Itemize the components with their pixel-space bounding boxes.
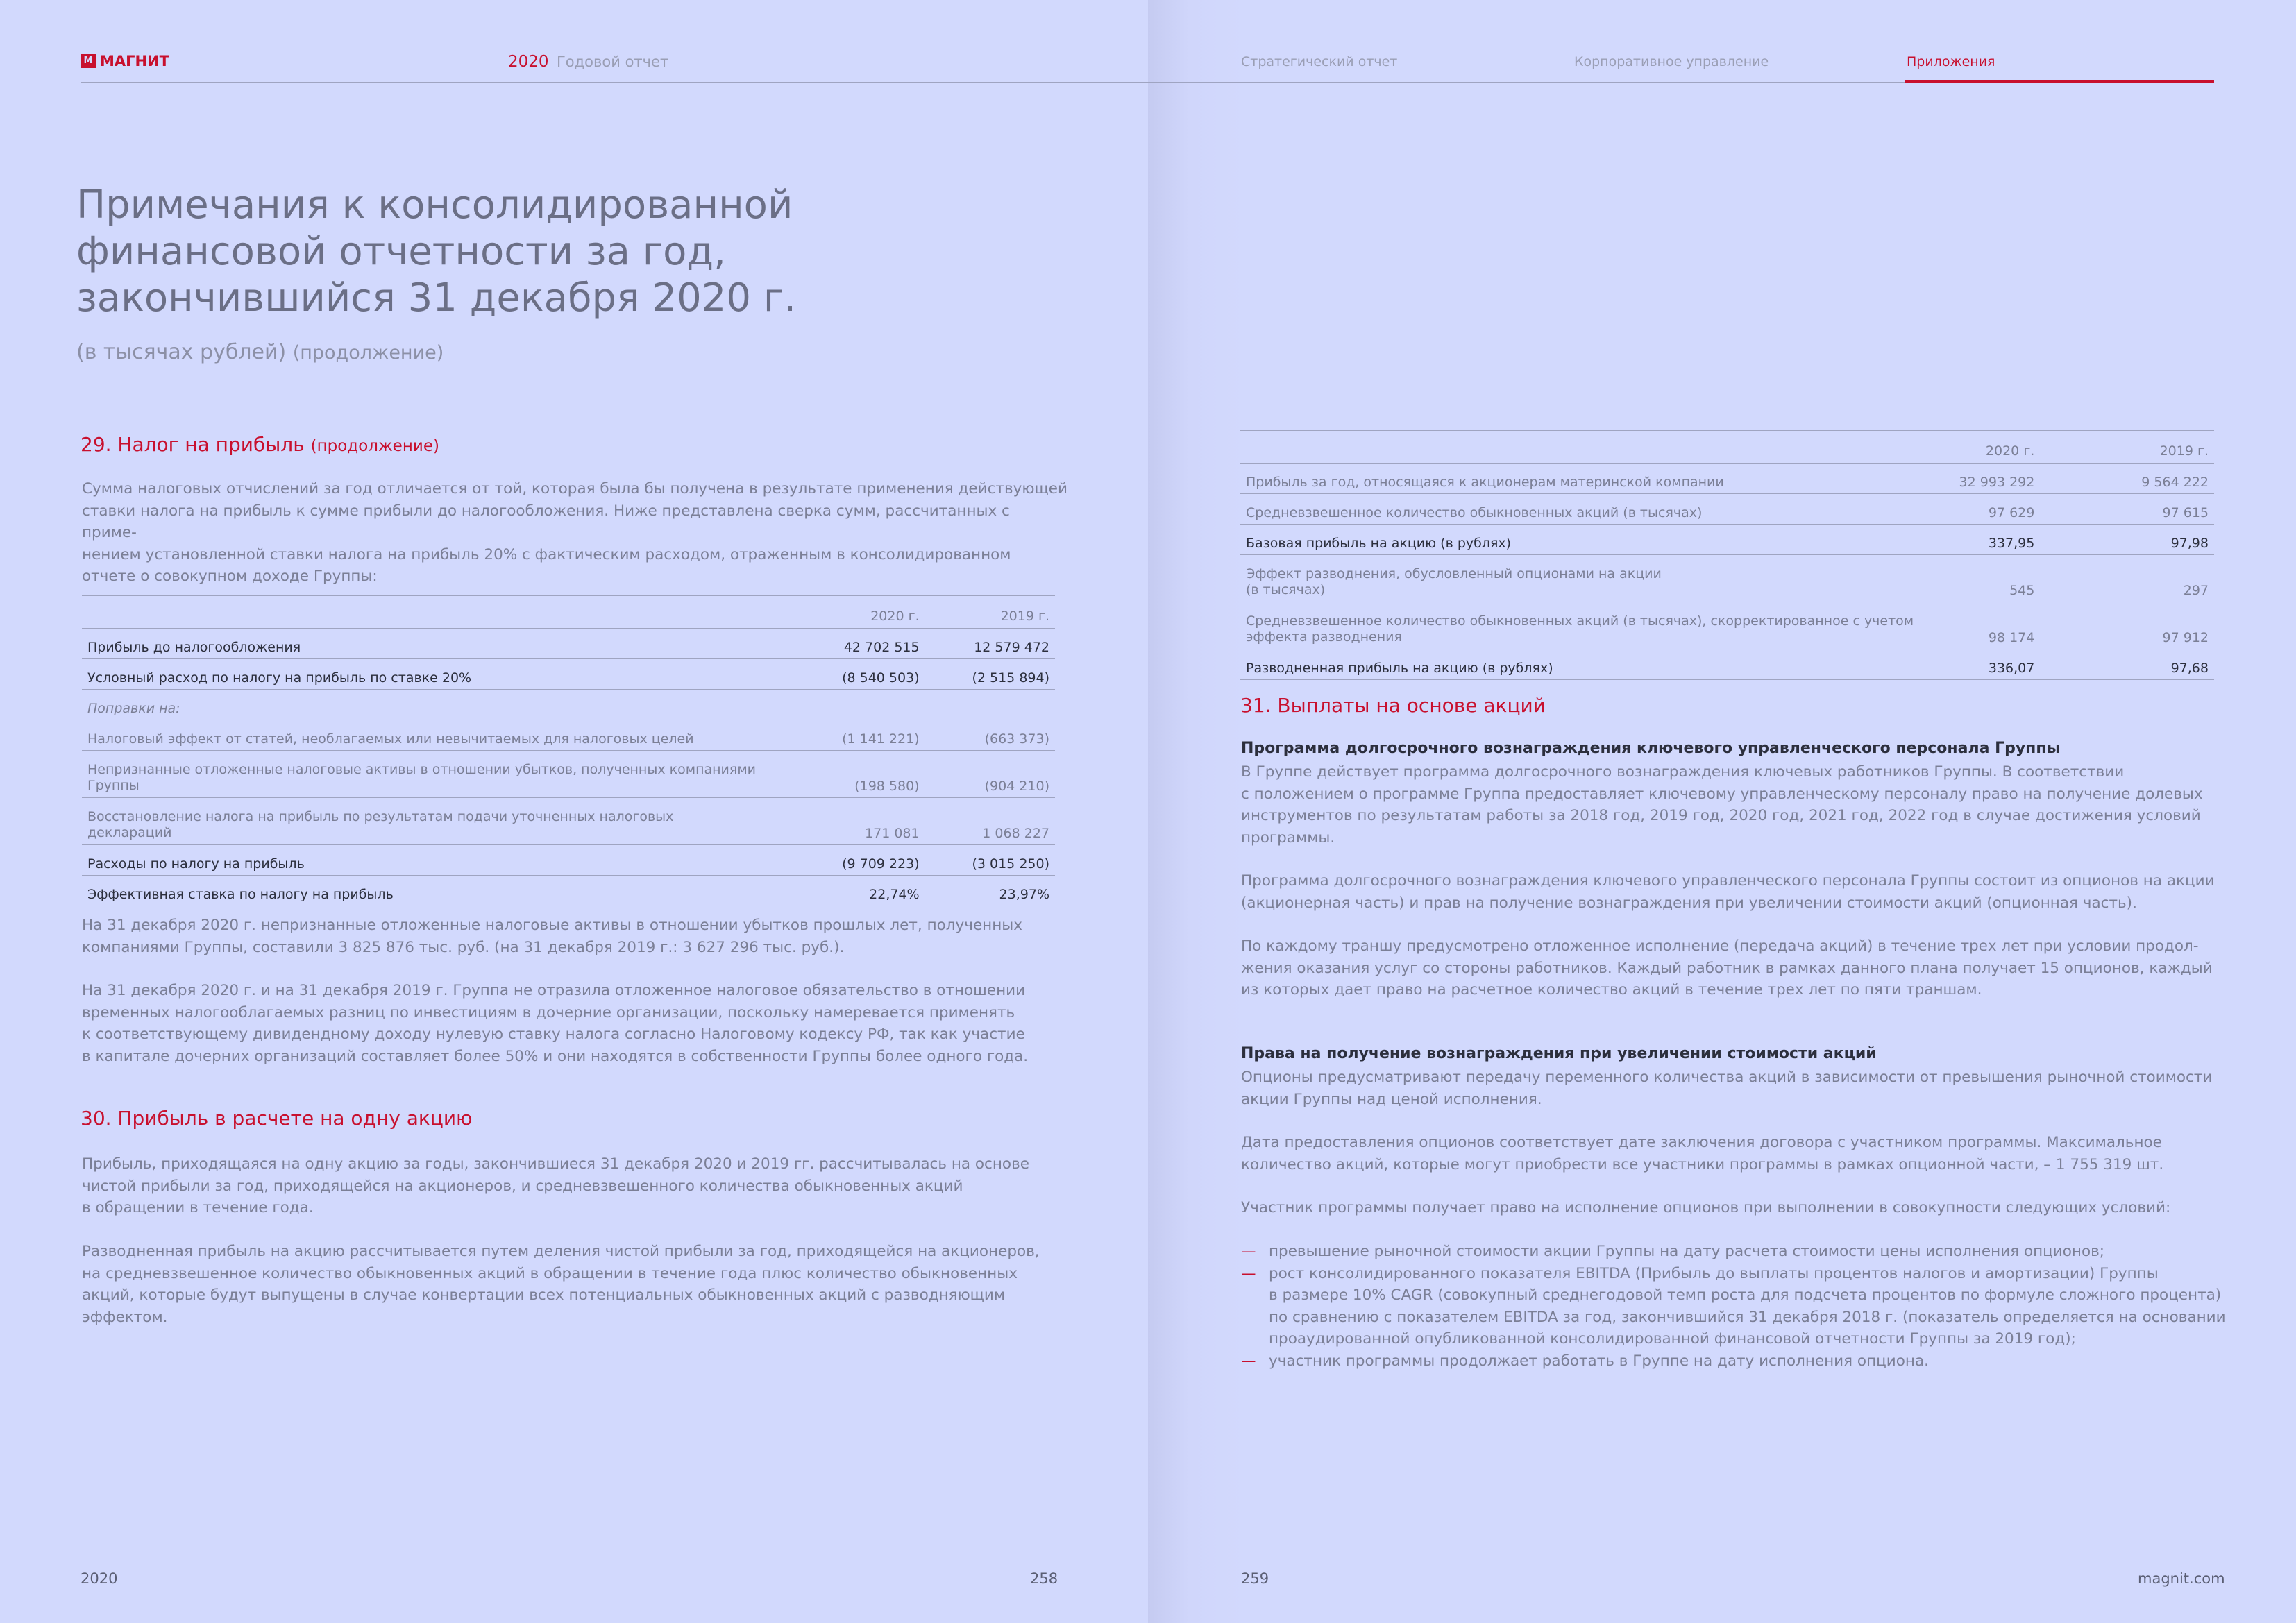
text-line: В Группе действует программа долгосрочного вознаграждения ключевых работников Группы. В соответствии xyxy=(1241,763,2125,781)
page-title xyxy=(76,182,979,321)
label-line: деклараций xyxy=(87,825,172,840)
text-line: компаниями Группы, составили 3 825 876 тыс. руб. (на 31 декабря 2019 г.: 3 627 296 тыс. руб.). xyxy=(82,938,845,956)
value-2020: (8 540 503) xyxy=(795,659,925,690)
value-2019: (904 210) xyxy=(925,751,1055,798)
text-line: ставки налога на прибыль к сумме прибыли до налогообложения. Ниже представлена сверка сумм, рассчитанных с приме- xyxy=(82,502,1010,541)
dash-bullet-icon: — xyxy=(1241,1243,1256,1260)
table-header-label xyxy=(82,596,795,629)
table-row xyxy=(82,659,1055,690)
table-row xyxy=(1240,464,2214,494)
section-31-subheading-2: Права на получение вознаграждения при увеличении стоимости акций xyxy=(1241,1045,1877,1062)
text-line: нением установленной ставки налога на прибыль 20% с фактическим расходом, отраженным в консолидированном xyxy=(82,545,1011,563)
section-31-paragraph-5 xyxy=(1241,1132,2227,1175)
logo-text: МАГНИТ xyxy=(100,53,170,69)
magnit-logo-icon: М xyxy=(81,54,96,68)
row-label: Средневзвешенное количество обыкновенных акций (в тысячах) xyxy=(1240,494,1921,525)
text-line: По каждому траншу предусмотрено отложенное исполнение (передача акций) в течение трех лет при условии продол- xyxy=(1241,937,2199,955)
header-report-title: Годовой отчет xyxy=(557,53,669,70)
text-line: Программа долгосрочного вознаграждения ключевого управленческого персонала Группы состоит из опционов на акции xyxy=(1241,872,2215,890)
dash-bullet-icon: — xyxy=(1241,1264,1256,1282)
section-31-subheading-1: Программа долгосрочного вознаграждения ключевого управленческого персонала Группы xyxy=(1241,740,2061,757)
header-divider xyxy=(81,82,2214,83)
text-line: На 31 декабря 2020 г. и на 31 декабря 2019 г. Группа не отразила отложенное налоговое обязательство в отношении xyxy=(82,982,1026,999)
value-2019: (3 015 250) xyxy=(925,845,1055,876)
value-2019: 97,98 xyxy=(2040,525,2214,555)
table-row xyxy=(1240,494,2214,525)
section-29-continued: (продолжение) xyxy=(310,437,439,455)
col-2019: 2019 г. xyxy=(1000,609,1049,624)
footer-site-link[interactable]: magnit.com xyxy=(2138,1570,2225,1587)
row-label: Разводненная прибыль на акцию (в рублях) xyxy=(1240,649,1921,680)
text-line: инструментов по результатам работы за 2018 год, 2019 год, 2020 год, 2021 год, 2022 год в случае достижения условий xyxy=(1241,807,2201,824)
table-row xyxy=(82,629,1055,659)
table-row xyxy=(82,876,1055,906)
text-line: эффектом. xyxy=(82,1308,168,1326)
text-line: участник программы продолжает работать в Группе на дату исполнения опциона. xyxy=(1269,1352,1929,1370)
section-29-heading xyxy=(81,433,439,456)
row-label xyxy=(82,751,795,798)
table-row xyxy=(82,720,1055,751)
magnit-logo[interactable] xyxy=(81,53,169,69)
nav-strategic-report[interactable]: Стратегический отчет xyxy=(1241,54,1398,69)
nav-appendices[interactable]: Приложения xyxy=(1907,54,1995,69)
text-line: на средневзвешенное количество обыкновенных акций в обращении в течение года плюс количество обыкновенных xyxy=(82,1264,1018,1282)
text-line: временных налогооблагаемых разниц по инвестициям в дочерние организации, поскольку намеревается применять xyxy=(82,1003,1015,1021)
value-2020: 98 174 xyxy=(1921,602,2041,649)
text-line: с положением о программе Группа предоставляет ключевому управленческому персоналу право на получение долевых xyxy=(1241,785,2203,803)
table-header-row xyxy=(1240,431,2214,464)
label-line: эффекта разводнения xyxy=(1246,629,1402,645)
page-number-left: 258 xyxy=(1030,1570,1058,1587)
value-2020 xyxy=(795,690,925,720)
table-row xyxy=(1240,602,2214,649)
table-header-label xyxy=(1240,431,1921,464)
text-line: превышение рыночной стоимости акции Группы на дату расчета стоимости цены исполнения опционов; xyxy=(1269,1243,2105,1260)
text-line: из которых дает право на расчетное количество акций в течение трех лет по пяти траншам. xyxy=(1241,981,1982,999)
text-line: в капитале дочерних организаций составляет более 50% и они находятся в собственности Группы более одного года. xyxy=(82,1047,1029,1065)
text-line: Опционы предусматривают передачу переменного количества акций в зависимости от превышения рыночной стоимости xyxy=(1241,1069,2213,1086)
value-2019: 97,68 xyxy=(2040,649,2214,680)
row-label: Условный расход по налогу на прибыль по ставке 20% xyxy=(82,659,795,690)
row-label: Расходы по налогу на прибыль xyxy=(82,845,795,876)
label-line: Восстановление налога на прибыль по результатам подачи уточненных налоговых xyxy=(87,809,674,824)
section-29-intro xyxy=(82,478,1067,588)
text-line: программы. xyxy=(1241,829,1335,847)
section-31-heading: 31. Выплаты на основе акций xyxy=(1240,694,1546,717)
section-31-paragraph-1 xyxy=(1241,761,2227,849)
table-row xyxy=(82,751,1055,798)
value-2019: 297 xyxy=(2040,555,2214,602)
page-number-right: 259 xyxy=(1241,1570,1269,1587)
row-label: Прибыль до налогообложения xyxy=(82,629,795,659)
table-row xyxy=(1240,649,2214,680)
earnings-per-share-table xyxy=(1240,430,2214,680)
value-2020: 171 081 xyxy=(795,798,925,845)
section-30-heading: 30. Прибыль в расчете на одну акцию xyxy=(81,1107,473,1130)
value-2020: (1 141 221) xyxy=(795,720,925,751)
text-line: отчете о совокупном доходе Группы: xyxy=(82,568,378,585)
text-line: к соответствующему дивидендному доходу нулевую ставку налога согласно Налоговому кодексу РФ, так как участие xyxy=(82,1026,1025,1043)
text-line: в обращении в течение года. xyxy=(82,1199,314,1216)
header-year: 2020 xyxy=(508,53,549,71)
value-2020: 337,95 xyxy=(1921,525,2041,555)
text-line: Участник программы получает право на исполнение опционов при выполнении в совокупности следующих условий: xyxy=(1241,1199,2171,1216)
value-2020: 32 993 292 xyxy=(1921,464,2041,494)
row-label: Базовая прибыль на акцию (в рублях) xyxy=(1240,525,1921,555)
row-label: Налоговый эффект от статей, необлагаемых или невычитаемых для налоговых целей xyxy=(82,720,795,751)
value-2020: (9 709 223) xyxy=(795,845,925,876)
label-line: Непризнанные отложенные налоговые активы в отношении убытков, полученных компаниями xyxy=(87,762,757,777)
tax-reconciliation-table xyxy=(82,595,1055,906)
value-2020: 545 xyxy=(1921,555,2041,602)
text-line: На 31 декабря 2020 г. непризнанные отложенные налоговые активы в отношении убытков прошлых лет, полученных xyxy=(82,917,1022,934)
text-line: количество акций, которые могут приобрести все участники программы в рамках опционной части, – 1 755 319 шт. xyxy=(1241,1155,2164,1173)
value-2019: 23,97% xyxy=(925,876,1055,906)
text-line: Разводненная прибыль на акцию рассчитывается путем деления чистой прибыли за год, приходящейся на акционеров, xyxy=(82,1243,1040,1260)
section-30-paragraph-1 xyxy=(82,1153,1067,1219)
value-2019: 97 615 xyxy=(2040,494,2214,525)
text-line: (акционерная часть) и прав на получение вознаграждения при увеличении стоимости акций (опционная часть). xyxy=(1241,894,2137,912)
row-label xyxy=(82,798,795,845)
row-label xyxy=(1240,555,1921,602)
subtitle-continued: (продолжение) xyxy=(292,342,444,364)
value-2019: 97 912 xyxy=(2040,602,2214,649)
value-2020: 22,74% xyxy=(795,876,925,906)
row-label: Прибыль за год, относящаяся к акционерам материнской компании xyxy=(1240,464,1921,494)
section-29-paragraph-2 xyxy=(82,915,1067,958)
value-2020: (198 580) xyxy=(795,751,925,798)
table-row xyxy=(1240,525,2214,555)
text-line: в размере 10% CAGR (совокупный среднегодовой темп роста для подсчета процентов по формуле сложного процента) xyxy=(1269,1286,2222,1304)
nav-corporate-governance[interactable]: Корпоративное управление xyxy=(1574,54,1769,69)
value-2019: (2 515 894) xyxy=(925,659,1055,690)
list-item xyxy=(1241,1350,2227,1373)
section-31-paragraph-4 xyxy=(1241,1067,2227,1110)
value-2020: 97 629 xyxy=(1921,494,2041,525)
text-line: рост консолидированного показателя EBITDA (Прибыль до выплаты процентов налогов и амортизации) Группы xyxy=(1269,1264,2159,1282)
section-31-paragraph-3 xyxy=(1241,935,2227,1001)
section-29-title: 29. Налог на прибыль xyxy=(81,433,305,456)
title-line: финансовой отчетности за год, xyxy=(76,229,726,274)
title-line: Примечания к консолидированной xyxy=(76,182,793,228)
value-2020: 336,07 xyxy=(1921,649,2041,680)
row-label xyxy=(1240,602,1921,649)
text-line: акции Группы над ценой исполнения. xyxy=(1241,1090,1542,1108)
value-2019: 9 564 222 xyxy=(2040,464,2214,494)
text-line: чистой прибыли за год, приходящейся на акционеров, и средневзвешенного количества обыкновенных акций xyxy=(82,1177,963,1195)
table-row xyxy=(82,845,1055,876)
table-header-row xyxy=(82,596,1055,629)
list-item xyxy=(1241,1263,2227,1350)
row-label: Эффективная ставка по налогу на прибыль xyxy=(82,876,795,906)
text-line: Сумма налоговых отчислений за год отличается от той, которая была бы получена в результате применения действующей xyxy=(82,480,1067,498)
nav-active-underline xyxy=(1905,80,2214,83)
text-line: акций, которые будут выпущены в случае конвертации всех потенциальных обыкновенных акций с разводняющим xyxy=(82,1286,1006,1304)
text-line: проаудированной опубликованной консолидированной финансовой отчетности Группы за 2019 год); xyxy=(1269,1330,2076,1348)
value-2020: 42 702 515 xyxy=(795,629,925,659)
section-31-paragraph-2 xyxy=(1241,870,2227,914)
dash-bullet-icon: — xyxy=(1241,1352,1256,1370)
text-line: по сравнению с показателем EBITDA за год, закончившийся 31 декабря 2018 г. (показатель определяется на основании xyxy=(1269,1308,2226,1326)
subtitle-units: (в тысячах рублей) xyxy=(76,340,287,364)
conditions-list xyxy=(1241,1241,2227,1372)
col-2019: 2019 г. xyxy=(2159,443,2209,459)
value-2019: 1 068 227 xyxy=(925,798,1055,845)
label-line: (в тысячах) xyxy=(1246,582,1326,597)
text-line: жения оказания услуг со стороны работников. Каждый работник в рамках данного плана получает 15 опционов, каждый xyxy=(1241,959,2213,977)
label-line: Группы xyxy=(87,778,140,793)
title-line: закончившийся 31 декабря 2020 г. xyxy=(76,275,797,321)
section-31-paragraph-6 xyxy=(1241,1197,2227,1219)
value-2019: 12 579 472 xyxy=(925,629,1055,659)
label-line: Средневзвешенное количество обыкновенных акций (в тысячах), скорректированное с учетом xyxy=(1246,613,1914,629)
page-subtitle xyxy=(76,340,444,364)
row-label: Поправки на: xyxy=(82,690,795,720)
table-row xyxy=(1240,555,2214,602)
value-2019: (663 373) xyxy=(925,720,1055,751)
col-2020: 2020 г. xyxy=(870,609,920,624)
footer-year: 2020 xyxy=(81,1570,118,1587)
section-29-paragraph-3 xyxy=(82,980,1067,1067)
label-line: Эффект разводнения, обусловленный опционами на акции xyxy=(1246,566,1662,581)
value-2019 xyxy=(925,690,1055,720)
text-line: Дата предоставления опционов соответствует дате заключения договора с участником программы. Максимальное xyxy=(1241,1134,2162,1151)
table-row xyxy=(82,690,1055,720)
list-item xyxy=(1241,1241,2227,1263)
table-row xyxy=(82,798,1055,845)
text-line: Прибыль, приходящаяся на одну акцию за годы, закончившиеся 31 декабря 2020 и 2019 гг. рассчитывалась на основе xyxy=(82,1155,1029,1173)
section-30-paragraph-2 xyxy=(82,1241,1067,1328)
col-2020: 2020 г. xyxy=(1985,443,2035,459)
